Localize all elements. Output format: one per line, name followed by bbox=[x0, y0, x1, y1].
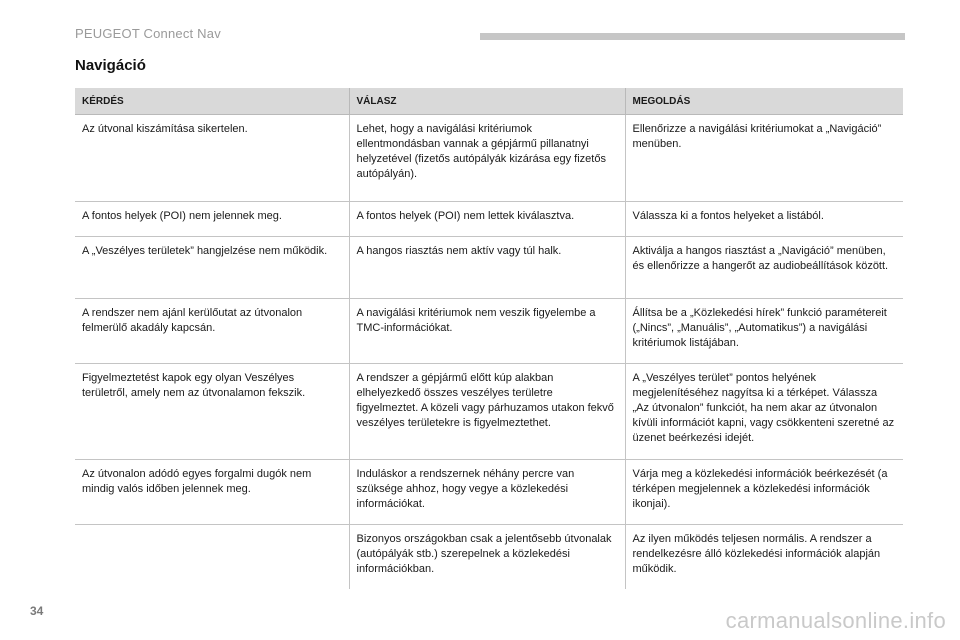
question-cell: Figyelmeztetést kapok egy olyan Veszélyes területről, amely nem az útvonalamon fekszik. bbox=[75, 364, 349, 460]
column-header-question: KÉRDÉS bbox=[75, 88, 349, 115]
page-number: 34 bbox=[30, 604, 44, 618]
answer-cell: A navigálási kritériumok nem veszik figyelembe a TMC-információkat. bbox=[349, 299, 625, 364]
table-row bbox=[75, 364, 903, 460]
header-brand: PEUGEOT Connect Nav bbox=[75, 26, 221, 41]
answer-cell: Lehet, hogy a navigálási kritériumok ellentmondásban vannak a gépjármű pillanatnyi helyzetével (fizetős autópályák kizárása egy fizetős autópályán). bbox=[349, 115, 625, 202]
table-row bbox=[75, 525, 903, 590]
solution-cell: Aktiválja a hangos riasztást a „Navigáció” menüben, és ellenőrizze a hangerőt az audiobeállítások között. bbox=[625, 237, 903, 299]
table-row bbox=[75, 237, 903, 299]
header-divider-bar bbox=[480, 33, 905, 40]
solution-cell: Ellenőrizze a navigálási kritériumokat a „Navigáció” menüben. bbox=[625, 115, 903, 202]
column-header-solution: MEGOLDÁS bbox=[625, 88, 903, 115]
question-cell: A fontos helyek (POI) nem jelennek meg. bbox=[75, 202, 349, 237]
question-cell: Az útvonal kiszámítása sikertelen. bbox=[75, 115, 349, 202]
table-row bbox=[75, 115, 903, 202]
solution-cell: Válassza ki a fontos helyeket a listából. bbox=[625, 202, 903, 237]
answer-cell: A fontos helyek (POI) nem lettek kiválasztva. bbox=[349, 202, 625, 237]
question-cell: A „Veszélyes területek” hangjelzése nem működik. bbox=[75, 237, 349, 299]
solution-cell: Állítsa be a „Közlekedési hírek” funkció paramétereit („Nincs”, „Manuális”, „Automatikus”) a navigálási kritériumok listájában. bbox=[625, 299, 903, 364]
troubleshooting-table bbox=[75, 88, 903, 589]
answer-cell: Bizonyos országokban csak a jelentősebb útvonalak (autópályák stb.) szerepelnek a közlekedési információkban. bbox=[349, 525, 625, 590]
solution-cell: Az ilyen működés teljesen normális. A rendszer a rendelkezésre álló közlekedési információk alapján működik. bbox=[632, 533, 881, 575]
question-cell bbox=[75, 525, 349, 590]
solution-cell: Várja meg a közlekedési információk beérkezését (a térképen megjelennek a közlekedési információk ikonjai). bbox=[625, 460, 903, 525]
question-cell: Az útvonalon adódó egyes forgalmi dugók nem mindig valós időben jelennek meg. bbox=[75, 460, 349, 525]
table-row bbox=[75, 299, 903, 364]
page-title: Navigáció bbox=[75, 57, 146, 74]
watermark: carmanualsonline.info bbox=[725, 608, 946, 633]
question-cell: A rendszer nem ajánl kerülőutat az útvonalon felmerülő akadály kapcsán. bbox=[75, 299, 349, 364]
answer-cell: A rendszer a gépjármű előtt kúp alakban elhelyezkedő összes veszélyes területre figyelmeztet. A közeli vagy párhuzamos utakon fekvő veszélyes területekre is figyelmeztethet. bbox=[349, 364, 625, 460]
table-row bbox=[75, 202, 903, 237]
column-header-answer: VÁLASZ bbox=[349, 88, 625, 115]
solution-cell: A „Veszélyes terület” pontos helyének megjelenítéséhez nagyítsa ki a térképet. Válassza „Az útvonalon” funkciót, ha nem akar az útvonalon kívüli információt kapni, vagy csökkenteni szeretné az üzenet beérkezési idejét. bbox=[625, 364, 903, 460]
answer-cell: Induláskor a rendszernek néhány percre van szüksége ahhoz, hogy vegye a közlekedési információkat. bbox=[349, 460, 625, 525]
table-row bbox=[75, 460, 903, 525]
table-header-row bbox=[75, 88, 903, 115]
answer-cell: A hangos riasztás nem aktív vagy túl halk. bbox=[349, 237, 625, 299]
